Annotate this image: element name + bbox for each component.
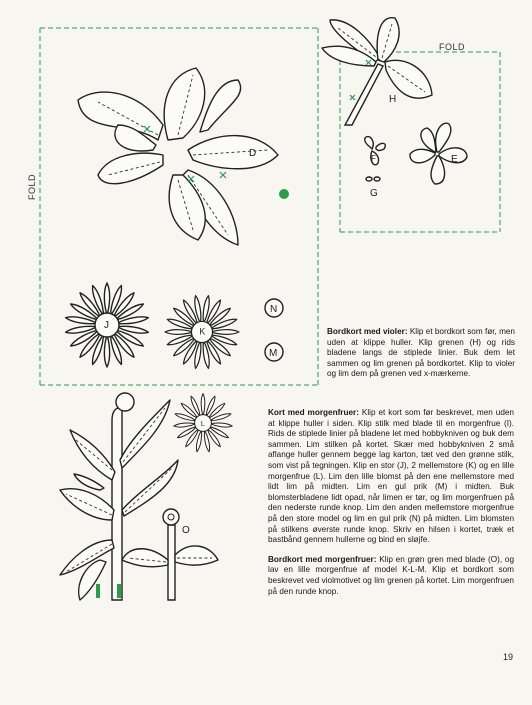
cut-slot-right — [117, 584, 121, 598]
body-marigold-card: Klip et kort som før beskrevet, men uden at klippe huller i siden. Klip stilk med blade til en morgenfrue (I). Rids de stiplede linier på bladene let med hobbykniven og buk dem sammen. Lim stilken på kortet. Skær med hobbykniven 2 små aflange huller gennem begge lag karton, tæt ved den grønne stilk, som vist på tegningen. Klip en stor (J), 2 mellemstore (K) og en lille morgenfrue (L). Lim den lille blomst på den ene mellemstore med lidt lim på midten. Lim en gul prik (M) i midten. Buk blomsterbladene lidt opad, når limen er tør, og lim morgenfruen på den nederste runde knop. Lim den anden mellemstore morgenfrue på den store model og lim en gul prik (N) på midten. Lim blomsten på stilkens øverste runde knop. Skriv en hilsen i kortet, træk et bastbånd gennem hullerne og bind en sløjfe. — [268, 408, 514, 545]
heading-marigold-placecard: Bordkort med morgenfruer: — [268, 554, 377, 564]
body-marigold-placecard: Klip en grøn gren med blade (O), og lav en lille morgenfrue af model K-L-M. Klip et bordkort som beskrevet ved violmotivet og lim grenen på kortet. Lim morgenfruen på den runde knop. — [268, 554, 515, 596]
fold-label-side: FOLD — [27, 173, 37, 200]
pattern-letter-f: F — [371, 154, 376, 163]
violet-small-f — [365, 137, 386, 165]
marigold-stem-i — [60, 393, 178, 600]
marigold-flower-k — [165, 295, 239, 369]
green-dot-marker — [279, 189, 289, 199]
pattern-letter-k: K — [199, 326, 206, 337]
instructions-violets — [327, 327, 515, 389]
heading-violets: Bordkort med violer: — [327, 327, 408, 336]
pattern-letter-m: M — [269, 348, 278, 359]
violet-flower-e — [410, 123, 467, 184]
violet-centre-g — [366, 177, 380, 199]
marigold-branch-o — [122, 509, 218, 600]
violet-branch-d — [78, 68, 278, 245]
page-number: 19 — [503, 652, 514, 662]
pattern-letter-n: N — [270, 304, 278, 315]
pattern-letter-j: J — [104, 320, 109, 331]
marigold-flower-l — [174, 394, 233, 453]
fold-label-top: FOLD — [439, 42, 466, 52]
heading-marigold-card: Kort med morgenfruer: — [268, 408, 359, 417]
pattern-letter-e: E — [451, 154, 458, 165]
pattern-letter-h: H — [389, 94, 397, 105]
marigold-flower-j — [65, 283, 149, 367]
instructions-marigold-card — [268, 408, 514, 606]
body-violets: Klip et bordkort som før, men uden at klippe huller. Klip grenen (H) og rids bladene langs de stiplede linier. Buk dem let sammen og lim grenen på bordkortet. Klip to violer og lim dem på grenen ved x-mærkerne. — [327, 327, 515, 379]
pattern-letter-g: G — [370, 188, 378, 199]
pattern-letter-o: O — [182, 525, 190, 536]
pattern-letter-l: L — [200, 420, 205, 428]
centre-dot-n — [265, 299, 283, 317]
violet-branch-h — [322, 18, 432, 125]
pattern-letter-d: D — [249, 148, 257, 159]
centre-dot-m — [265, 343, 283, 361]
cut-slot-left — [96, 584, 100, 598]
